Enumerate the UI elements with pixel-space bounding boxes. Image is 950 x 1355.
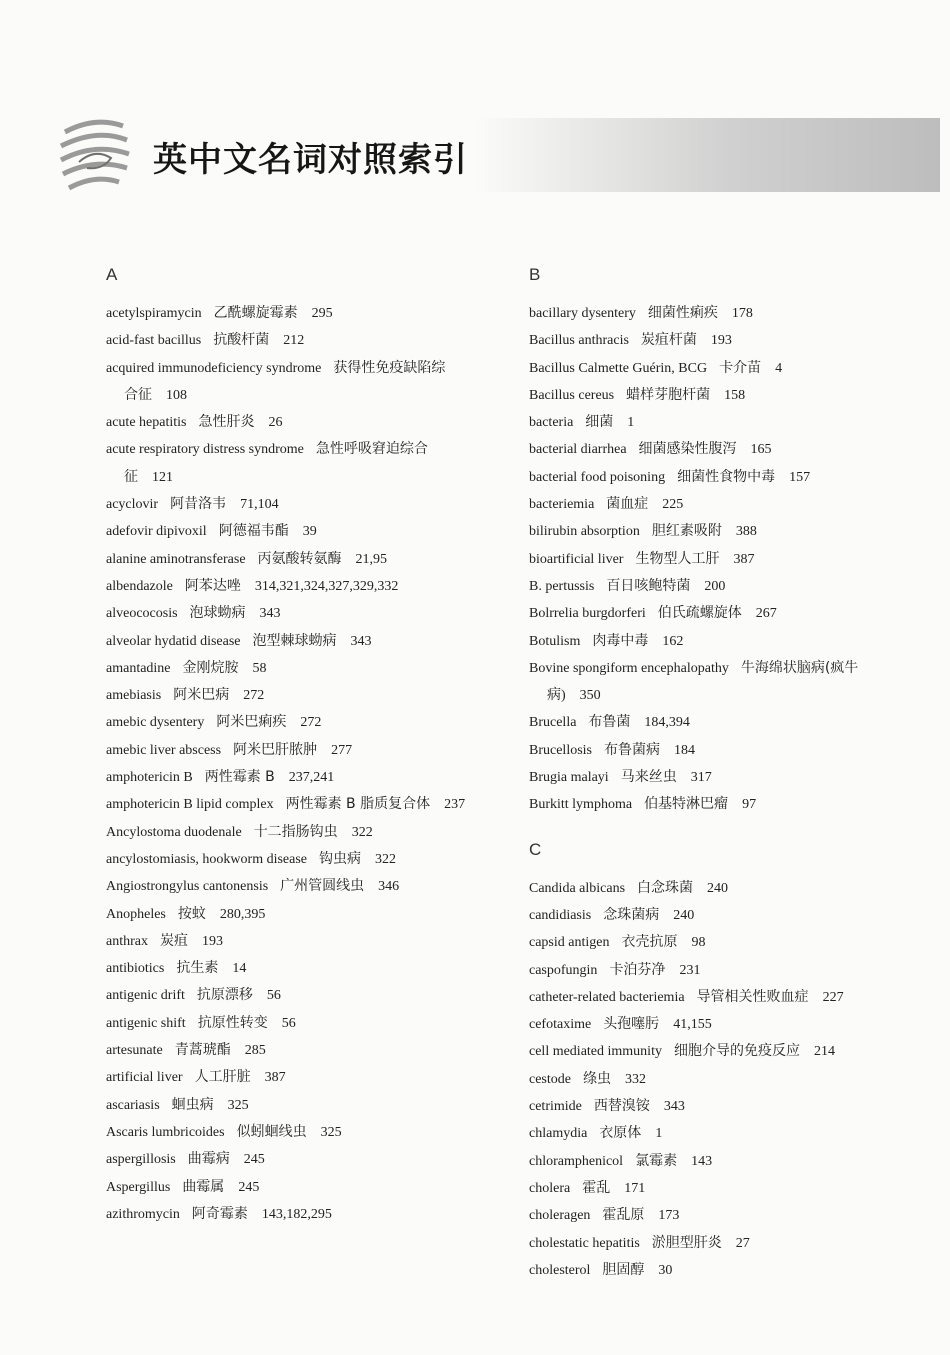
entry-page-numbers: 39 [302,524,317,540]
entry-english-term: amphotericin B [106,770,193,786]
entry-chinese-term: 丙氨酸转氨酶 [257,550,342,567]
index-entry [106,791,506,818]
index-entry [529,327,919,354]
entry-page-numbers: 314,321,324,327,329,332 [254,578,399,594]
entry-chinese-term: 衣原体 [599,1125,642,1142]
index-entry [529,1120,919,1147]
index-entry [106,819,506,846]
entry-page-numbers: 56 [266,988,281,1004]
entry-page-numbers: 212 [283,333,305,349]
index-entry [106,764,506,791]
index-entry [529,875,919,902]
entry-english-term: catheter-related bacteriemia [529,989,685,1005]
index-entry [529,1202,919,1229]
index-entry [529,902,919,929]
entry-page-numbers: 162 [662,633,684,649]
entry-page-numbers: 267 [755,606,777,622]
entry-page-numbers: 108 [166,387,187,403]
entry-english-term: alveolar hydatid disease [106,633,241,649]
entry-chinese-term: 导管相关性败血症 [696,988,809,1005]
index-entry [529,464,919,491]
entry-chinese-term: 抗酸杆菌 [213,332,270,349]
entry-page-numbers: 21,95 [355,551,388,567]
entry-english-term: Burkitt lymphoma [529,797,633,813]
entry-english-term: ascariasis [106,1097,160,1113]
entry-page-numbers: 245 [238,1179,260,1195]
swirl-logo-icon [55,112,135,198]
entry-english-term: amphotericin B lipid complex [106,797,274,813]
index-column-left [106,262,506,1228]
entry-page-numbers: 143,182,295 [261,1206,332,1222]
index-entry [106,327,506,354]
entry-english-term: anthrax [106,933,148,949]
entry-page-numbers: 14 [232,961,247,977]
entry-page-numbers: 346 [378,879,400,895]
entry-chinese-term: 阿苯达唑 [184,577,241,594]
entry-chinese-term: 胆红素吸附 [651,523,722,540]
entry-english-term: Brucellosis [529,742,592,758]
page-title: 英中文名词对照索引 [153,140,468,180]
entry-chinese-term: 念珠菌病 [603,906,660,923]
entry-page-numbers: 178 [731,306,753,321]
index-entry [529,1066,919,1093]
section-letter-b: B [529,265,541,284]
entry-page-numbers: 26 [268,415,283,431]
entry-page-numbers: 56 [281,1015,296,1031]
entry-chinese-term: 衣壳抗原 [621,934,678,951]
entry-page-numbers: 158 [724,387,746,403]
entry-english-term: candidiasis [529,907,592,923]
index-entry [106,1201,506,1228]
index-entry [529,929,919,956]
entry-english-term: bilirubin absorption [529,524,640,540]
entry-english-term: cholesterol [529,1262,591,1278]
entry-chinese-term: 菌血症 [606,496,649,513]
entry-page-numbers: 1 [627,415,635,431]
entry-continuation [106,382,506,409]
index-entry [106,1174,506,1201]
entry-english-term: Botulism [529,633,581,649]
entry-chinese-term: 淤胆型肝炎 [651,1234,722,1251]
index-entry [106,1092,506,1119]
index-entry [529,1093,919,1120]
entry-chinese-term: 泡球蚴病 [189,605,246,622]
entry-chinese-term: 绦虫 [582,1070,611,1087]
entry-english-term: Brugia malayi [529,770,609,786]
entry-english-term: cell mediated immunity [529,1044,662,1060]
index-entry [106,409,506,436]
entry-page-numbers: 285 [244,1043,266,1059]
index-entry [106,982,506,1009]
index-entry [106,300,506,327]
entry-chinese-term: 阿奇霉素 [191,1205,248,1222]
entry-page-numbers: 173 [658,1208,680,1224]
entry-english-term: antigenic shift [106,1015,186,1031]
index-entry [106,682,506,709]
entry-chinese-term: 细菌感染性腹泻 [638,441,737,458]
entry-page-numbers: 184 [674,742,695,758]
entry-chinese-term: 布鲁菌病 [604,741,660,758]
entry-english-term: bacillary dysentery [529,306,636,321]
entry-page-numbers: 325 [320,1124,342,1140]
index-entry [106,955,506,982]
entry-page-numbers: 171 [624,1180,646,1196]
entry-english-term: bacteria [529,415,574,431]
entry-chinese-term: 曲霉属 [182,1178,225,1195]
entry-chinese-term: 十二指肠钩虫 [253,823,338,840]
index-entry [529,355,919,382]
entry-page-numbers: 343 [663,1099,685,1115]
entry-chinese-term: 钩虫病 [319,850,362,867]
entry-english-term: Anopheles [106,906,166,922]
index-entry [106,628,506,655]
index-entry [106,1119,506,1146]
entry-english-term: cefotaxime [529,1017,592,1033]
entry-chinese-term: 阿米巴病 [173,687,230,704]
entry-chinese-term-continued: 合征 [124,387,152,403]
entry-page-numbers: 58 [252,660,267,676]
entry-page-numbers: 214 [813,1044,835,1060]
index-entry [106,573,506,600]
entry-chinese-term: 获得性免疫缺陷综 [333,359,446,376]
index-entry [106,737,506,764]
entry-chinese-term: 胆固醇 [602,1261,645,1278]
index-entry [529,546,919,573]
entry-chinese-term: 青蒿琥酯 [174,1042,231,1059]
entry-chinese-term: 阿米巴痢疾 [216,714,287,731]
entry-page-numbers: 322 [375,851,397,867]
index-entry [529,1230,919,1257]
entry-english-term: Bolrrelia burgdorferi [529,606,646,622]
entry-english-term: aspergillosis [106,1152,176,1168]
entry-english-term: albendazole [106,578,173,594]
entry-english-term: acetylspiramycin [106,306,202,321]
index-entry [106,491,506,518]
entry-page-numbers: 343 [259,606,281,622]
entry-chinese-term: 蜡样芽胞杆菌 [626,386,711,403]
entry-english-term: B. pertussis [529,578,595,594]
entry-page-numbers: 157 [789,469,811,485]
entry-english-term: Candida albicans [529,880,626,896]
entry-english-term: azithromycin [106,1206,180,1222]
entry-chinese-term: 阿昔洛韦 [170,496,227,513]
index-entry [529,436,919,463]
entry-chinese-term: 霍乱原 [602,1207,645,1224]
entry-chinese-term: 炭疽杆菌 [640,332,697,349]
section-letter-c: C [529,839,542,859]
entry-chinese-term: 牛海绵状脑病(疯牛 [740,659,859,676]
entry-chinese-term: 布鲁菌 [588,714,631,731]
index-entry [529,1011,919,1038]
entry-page-numbers: 193 [201,933,223,949]
entry-english-term: adefovir dipivoxil [106,524,207,540]
entry-english-term: ancylostomiasis, hookworm disease [106,851,308,867]
index-entry [529,382,919,409]
index-entry [529,737,919,764]
index-entry [106,600,506,627]
entry-english-term: artesunate [106,1043,163,1059]
entry-chinese-term: 卡泊芬净 [609,961,666,978]
index-entry [529,791,919,818]
entry-english-term: amantadine [106,660,171,676]
entry-chinese-term-continued: 病) [547,688,566,704]
index-entry [529,655,919,710]
index-entry [106,518,506,545]
entry-english-term: antigenic drift [106,988,185,1004]
entry-page-numbers: 272 [300,715,322,731]
index-entry [529,1038,919,1065]
entry-page-numbers: 237 [444,797,466,813]
index-entry [529,491,919,518]
entry-chinese-term: 氯霉素 [635,1152,678,1169]
entry-continuation [529,682,919,709]
entry-page-numbers: 332 [624,1071,646,1087]
entry-chinese-term: 阿德福韦酯 [218,523,289,540]
index-entry [106,1146,506,1173]
entry-chinese-term: 卡介苗 [719,359,762,376]
index-entry [529,600,919,627]
entry-english-term: Bacillus Calmette Guérin, BCG [529,360,708,376]
entry-page-numbers: 184,394 [644,715,690,731]
entry-english-term: acyclovir [106,497,159,513]
entry-english-term: cholestatic hepatitis [529,1235,640,1251]
header-gradient-band [475,118,940,192]
index-entry [106,1064,506,1091]
entry-english-term: bacterial food poisoning [529,469,666,485]
entry-page-numbers: 71,104 [240,497,279,513]
entry-chinese-term: 阿米巴肝脓肿 [233,741,318,758]
entry-english-term: chlamydia [529,1126,588,1142]
entry-chinese-term: 抗原漂移 [196,987,253,1004]
entry-chinese-term: 伯氏疏螺旋体 [657,605,742,622]
entry-chinese-term: 广州管圆线虫 [280,878,365,895]
entry-english-term: Ascaris lumbricoides [106,1124,225,1140]
entry-page-numbers: 193 [710,333,732,349]
section-letter-a: A [106,265,118,284]
index-column-right [529,262,919,1284]
entry-english-term: capsid antigen [529,935,610,951]
entry-chinese-term: 头孢噻肟 [603,1016,660,1033]
entry-page-numbers: 200 [704,578,726,594]
index-entry [529,628,919,655]
entry-english-term: alveococosis [106,606,178,622]
index-entry [529,709,919,736]
entry-english-term: Brucella [529,715,577,731]
entry-page-numbers: 227 [822,989,844,1005]
entry-page-numbers: 240 [707,880,729,896]
entry-page-numbers: 317 [690,770,712,786]
index-entry [106,655,506,682]
entry-chinese-term: 金刚烷胺 [182,659,239,676]
entry-chinese-term: 炭疽 [159,932,188,949]
entry-chinese-term: 蛔虫病 [171,1096,214,1113]
entry-page-numbers: 98 [691,935,706,951]
index-entry [106,846,506,873]
entry-page-numbers: 240 [673,907,695,923]
entry-chinese-term: 细胞介导的免疫反应 [673,1043,800,1060]
index-entry [529,764,919,791]
chapter-header [55,112,940,198]
entry-chinese-term: 抗原性转变 [197,1014,268,1031]
index-entry [529,573,919,600]
entry-english-term: bacteriemia [529,497,595,513]
entry-page-numbers: 143 [691,1153,713,1169]
entry-page-numbers: 237,241 [288,770,335,786]
entry-english-term: Bacillus anthracis [529,333,629,349]
entry-english-term: acid-fast bacillus [106,333,202,349]
entry-english-term: choleragen [529,1208,591,1224]
entry-english-term: caspofungin [529,962,598,978]
entry-english-term: cholera [529,1180,571,1196]
entry-chinese-term: 似蚓蛔线虫 [236,1123,307,1140]
entry-english-term: alanine aminotransferase [106,551,246,567]
entry-chinese-term: 两性霉素 B [204,769,275,786]
entry-chinese-term-continued: 征 [124,469,138,485]
entry-chinese-term: 生物型人工肝 [635,550,720,567]
index-entry [106,901,506,928]
entry-chinese-term: 西替溴铵 [593,1098,650,1115]
entry-english-term: Bacillus cereus [529,387,615,403]
entry-page-numbers: 1 [655,1126,663,1142]
index-entry [106,1037,506,1064]
index-entry [106,1010,506,1037]
entry-english-term: acquired immunodeficiency syndrome [106,360,322,376]
entry-english-term: acute hepatitis [106,415,187,431]
entry-page-numbers: 121 [152,469,173,485]
index-entry [106,436,506,491]
entry-english-term: chloramphenicol [529,1153,624,1169]
entry-english-term: Bovine spongiform encephalopathy [529,660,729,676]
entry-english-term: acute respiratory distress syndrome [106,442,304,458]
entry-chinese-term: 急性肝炎 [198,414,255,431]
index-entry [106,928,506,955]
entry-chinese-term: 霍乱 [582,1179,611,1196]
entry-english-term: Aspergillus [106,1179,171,1195]
index-entry [529,1175,919,1202]
entry-page-numbers: 387 [733,551,755,567]
entry-chinese-term: 细菌性痢疾 [647,305,718,321]
index-entry [529,957,919,984]
index-entry [106,709,506,736]
entry-page-numbers: 97 [742,797,757,813]
entry-page-numbers: 343 [350,633,372,649]
entry-english-term: artificial liver [106,1070,183,1086]
entry-chinese-term: 两性霉素 B 脂质复合体 [285,796,431,813]
entry-chinese-term: 按蚊 [177,905,206,922]
entry-continuation [106,464,506,491]
entry-english-term: cestode [529,1071,571,1087]
entry-page-numbers: 245 [243,1152,265,1168]
entry-chinese-term: 肉毒中毒 [592,632,649,649]
entry-chinese-term: 细菌 [585,414,614,431]
entry-page-numbers: 388 [735,524,757,540]
index-entry [529,984,919,1011]
entry-page-numbers: 4 [775,360,783,376]
entry-chinese-term: 曲霉病 [187,1151,230,1168]
index-entry [529,300,919,327]
entry-page-numbers: 41,155 [673,1017,712,1033]
entry-page-numbers: 27 [735,1235,750,1251]
index-entry [529,409,919,436]
index-entry [529,518,919,545]
entry-english-term: amebic dysentery [106,715,205,731]
index-entry [529,1148,919,1175]
entry-page-numbers: 272 [243,688,265,704]
entry-page-numbers: 225 [662,497,684,513]
entry-chinese-term: 白念珠菌 [637,879,694,896]
entry-english-term: Angiostrongylus cantonensis [106,879,269,895]
entry-english-term: cetrimide [529,1099,582,1115]
entry-page-numbers: 165 [750,442,772,458]
entry-page-numbers: 277 [331,742,353,758]
entry-english-term: antibiotics [106,961,165,977]
entry-chinese-term: 泡型棘球蚴病 [252,632,337,649]
entry-page-numbers: 30 [658,1262,673,1278]
entry-chinese-term: 细菌性食物中毒 [677,468,776,485]
entry-chinese-term: 乙酰螺旋霉素 [213,305,298,321]
entry-chinese-term: 抗生素 [176,960,219,977]
index-entry [529,1257,919,1284]
entry-chinese-term: 人工肝脏 [194,1069,251,1086]
entry-page-numbers: 295 [311,306,333,321]
entry-english-term: bioartificial liver [529,551,624,567]
index-entry [106,546,506,573]
entry-page-numbers: 280,395 [219,906,266,922]
entry-page-numbers: 350 [579,688,601,704]
entry-english-term: amebiasis [106,688,162,704]
entry-chinese-term: 百日咳鲍特菌 [606,577,691,594]
entry-chinese-term: 伯基特淋巴瘤 [644,796,729,813]
entry-english-term: amebic liver abscess [106,742,222,758]
entry-chinese-term: 急性呼吸窘迫综合 [315,441,428,458]
entry-chinese-term: 马来丝虫 [620,769,677,786]
entry-page-numbers: 325 [227,1097,249,1113]
entry-english-term: Ancylostoma duodenale [106,824,242,840]
entry-english-term: bacterial diarrhea [529,442,627,458]
index-entry [106,873,506,900]
entry-page-numbers: 322 [351,824,373,840]
entry-page-numbers: 387 [264,1070,286,1086]
index-entry [106,355,506,410]
entry-page-numbers: 231 [679,962,701,978]
